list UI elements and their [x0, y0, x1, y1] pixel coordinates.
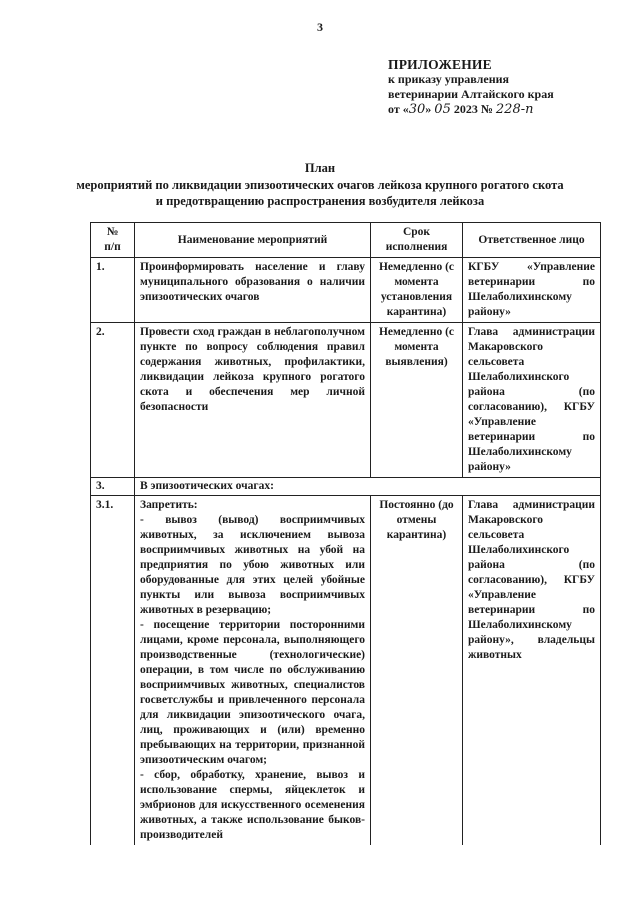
date-day: 30 [408, 102, 426, 117]
row-number: 1. [91, 258, 135, 323]
header-name: Наименование мероприятий [135, 223, 371, 258]
appendix-line-2: ветеринарии Алтайского края [388, 87, 554, 101]
list-item: - посещение территории посторонними лицами, кроме персонала, выполняющего производственные (технологические) операции, в том числе по обслуживанию восприимчивых животных, специалистов госветслужбы и привлеченного персонала для ликвидации эпизоотического очага, лиц, проживающих и (или) временно пребывающих на территории, признанной эпизоотическим очагом; [140, 619, 365, 766]
list-item: - сбор, обработку, хранение, вывоз и использование спермы, яйцеклеток и эмбрионов для искусственного осеменения животных, а также использование быков-производителей [140, 769, 365, 841]
header-term [371, 223, 463, 258]
row-name: Проинформировать население и главу муниципального образования о наличии эпизоотических очагов [135, 258, 371, 323]
plan-subtitle-1: мероприятий по ликвидации эпизоотических очагов лейкоза крупного рогатого скота [76, 178, 564, 192]
table-row [91, 258, 601, 323]
table-row [91, 496, 601, 846]
row-number: 3.1. [91, 496, 135, 846]
appendix-block [388, 57, 628, 117]
section-number: 3. [91, 478, 135, 496]
plan-table [90, 222, 601, 845]
date-prefix: от « [388, 102, 409, 116]
row-name: Провести сход граждан в неблагополучном пункте по вопросу соблюдения правил содержания животных, профилактики, ликвидации лейкоза крупного рогатого скота и обеспечения мер личной безопасности [135, 323, 371, 478]
row-responsible: Глава администрации Макаровского сельсовета Шелаболихинского района (по согласованию), КГБУ «Управление ветеринарии по Шелаболихинскому району», владельцы животных [463, 496, 601, 846]
appendix-date-line [388, 102, 628, 117]
section-row [91, 478, 601, 496]
plan-title: План [304, 161, 336, 175]
date-month: 05 [434, 102, 451, 117]
header-term-line-2: исполнения [385, 241, 448, 253]
header-num-line-2: п/п [104, 241, 121, 253]
row-responsible: Глава администрации Макаровского сельсовета Шелаболихинского района (по согласованию), КГБУ «Управление ветеринарии по Шелаболихинскому району» [463, 323, 601, 478]
appendix-line-1: к приказу управления [388, 72, 510, 86]
date-year-no: 2023 № [453, 102, 493, 116]
page-number: 3 [317, 20, 323, 34]
row-name [135, 496, 371, 846]
date-mid: » [425, 102, 432, 116]
order-number: 228-п [495, 102, 534, 117]
row-term: Немедленно (с момента выявления) [371, 323, 463, 478]
header-num-line-1: № [106, 226, 119, 238]
section-title: В эпизоотических очагах: [135, 478, 601, 496]
row-responsible: КГБУ «Управление ветеринарии по Шелаболихинскому району» [463, 258, 601, 323]
header-responsible: Ответственное лицо [463, 223, 601, 258]
appendix-title: ПРИЛОЖЕНИЕ [388, 57, 492, 72]
table-header-row [91, 223, 601, 258]
plan-subtitle-2: и предотвращению распространения возбудителя лейкоза [155, 194, 485, 208]
header-num [91, 223, 135, 258]
header-term-line-1: Срок [402, 226, 431, 238]
row-intro: Запретить: [140, 499, 198, 511]
table-row [91, 323, 601, 478]
row-term: Постоянно (до отмены карантина) [371, 496, 463, 846]
row-number: 2. [91, 323, 135, 478]
row-term: Немедленно (с момента установления карантина) [371, 258, 463, 323]
list-item: - вывоз (вывод) восприимчивых животных, за исключением вывоза восприимчивых животных на убой на предприятия по убою животных или оборудованные для этих целей убойные пункты или вывоза восприимчивых животных в резервацию; [140, 514, 365, 616]
